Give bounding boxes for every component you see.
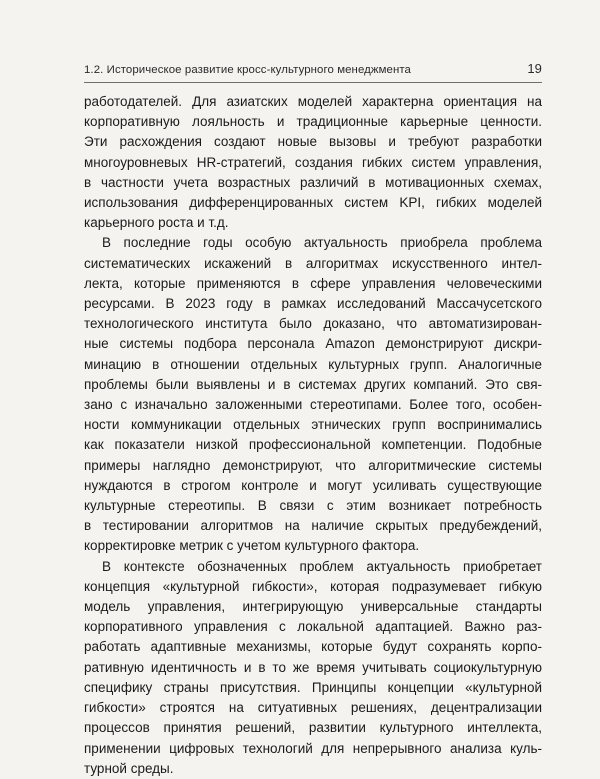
chapter-section-title: 1.2. Историческое развитие кросс-культурного менеджмента [84, 64, 411, 76]
header-rule [84, 82, 542, 83]
text-line: нуждаются в строгом контроле и могут усиливать существующие [84, 477, 542, 493]
text-line: корректировке метрик с учетом культурного фактора. [84, 538, 420, 554]
text-line: ности коммуникации отдельных этнических групп воспринимались [84, 417, 542, 433]
text-line: систематических искажений в алгоритмах искусственного интел- [84, 255, 542, 271]
running-header [84, 60, 542, 82]
text-line: зано с изначально заложенными стереотипами. Более того, особен- [84, 397, 542, 413]
page-number: 19 [527, 61, 542, 76]
text-line: работодателей. Для азиатских моделей характерна ориентация на [84, 94, 542, 109]
text-line: В контексте обозначенных проблем актуальность приобретает [102, 558, 542, 574]
text-line: минацию в отношении отдельных культурных групп. Аналогичные [84, 356, 542, 372]
paragraph [84, 557, 542, 779]
text-line: использования дифференцированных систем KPI, гибких моделей [84, 195, 542, 211]
text-line: гибкости» строятся на ситуативных решениях, децентрализации [84, 700, 542, 716]
text-line: применении цифровых технологий для непрерывного анализа куль- [84, 740, 542, 756]
text-line: карьерного роста и т.д. [84, 215, 229, 231]
text-line: В последние годы особую актуальность приобрела проблема [102, 235, 542, 251]
text-line: концепция «культурной гибкости», которая подразумевает гибкую [84, 578, 542, 594]
text-line: ресурсами. В 2023 году в рамках исследований Массачусетского [84, 296, 542, 312]
text-line: примеры наглядно демонстрируют, что алгоритмические системы [84, 457, 542, 473]
text-line: работать адаптивные механизмы, которые будут сохранять корпо- [84, 639, 542, 655]
text-line: лекта, которые применяются в сфере управления человеческими [84, 275, 542, 291]
text-line: культурные стереотипы. В связи с этим возникает потребность [84, 498, 542, 514]
text-line: как показатели низкой профессиональной компетенции. Подобные [84, 437, 542, 453]
body-text [84, 92, 542, 779]
text-line: модель управления, интегрирующую универсальные стандарты [84, 599, 542, 615]
text-line: в тестировании алгоритмов на наличие скрытых предубеждений, [84, 518, 542, 534]
text-line: турной среды. [84, 760, 174, 776]
text-line: многоуровневых HR-стратегий, создания гибких систем управления, [84, 154, 542, 170]
text-line: ные системы подбора персонала Amazon демонстрируют дискри- [84, 336, 542, 352]
text-line: в частности учета возрастных различий в мотивационных схемах, [84, 174, 542, 190]
paragraph [84, 92, 542, 233]
text-line: корпоративную лояльность и традиционные карьерные ценности. [84, 114, 542, 130]
text-line: технологического института было доказано, что автоматизирован- [84, 316, 542, 332]
text-line: процессов принятия решений, развитии культурного интеллекта, [84, 720, 542, 736]
text-line: проблемы были выявлены и в системах других компаний. Это свя- [84, 376, 542, 392]
text-line: ративную идентичность и в то же время учитывать социокультурную [84, 659, 542, 675]
text-line: специфику страны присутствия. Принципы концепции «культурной [84, 679, 542, 695]
text-line: Эти расхождения создают новые вызовы и требуют разработки [84, 134, 542, 150]
text-line: корпоративного управления с локальной адаптацией. Важно раз- [84, 619, 542, 635]
paragraph [84, 233, 542, 556]
